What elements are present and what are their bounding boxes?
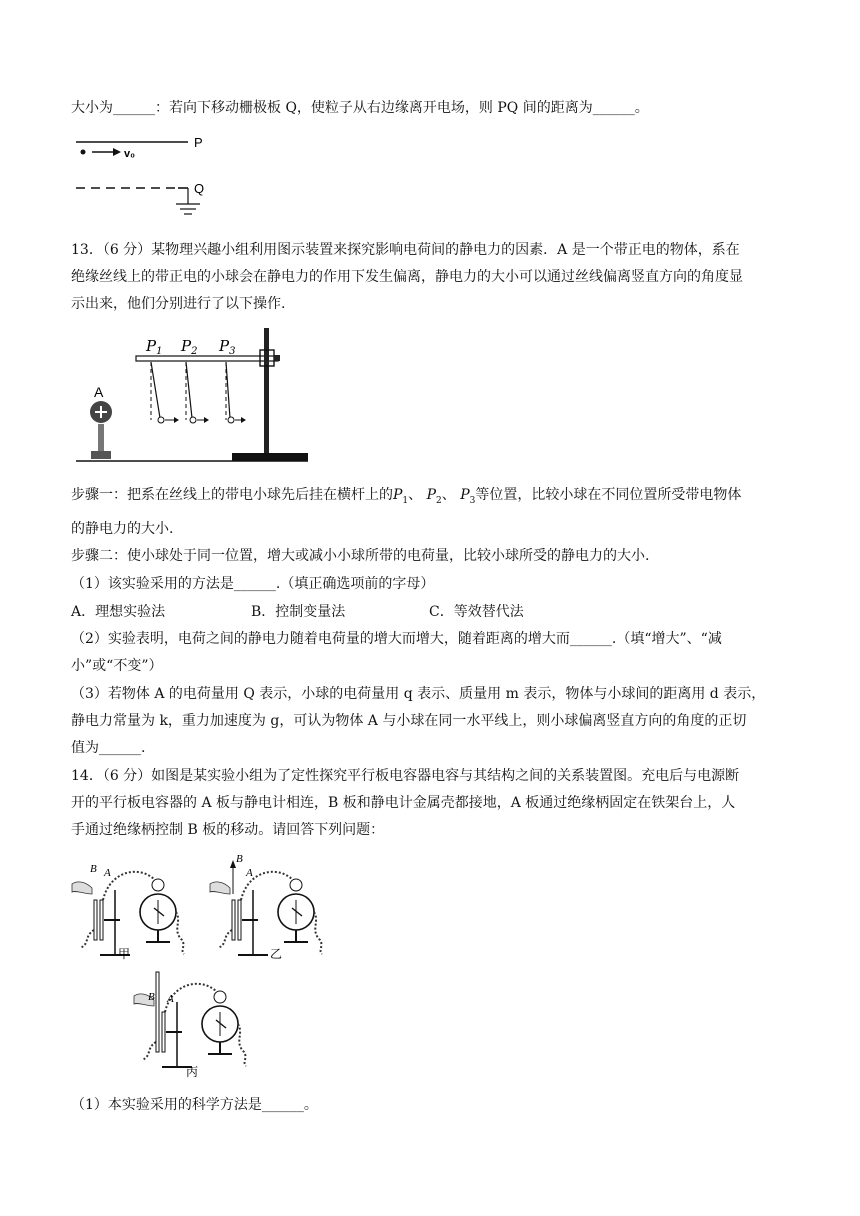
q14-sub1: （1）本实验采用的科学方法是______。 bbox=[71, 1097, 318, 1113]
particle-dot bbox=[81, 150, 86, 155]
p2-inline: P bbox=[426, 487, 437, 503]
capacitor-electrometer-figure bbox=[70, 850, 330, 1080]
step1-text-b: 等位置，比较小球在不同位置所受带电物体 bbox=[475, 487, 742, 503]
setup-bing bbox=[134, 972, 246, 1079]
p1-arrowhead bbox=[174, 417, 179, 423]
q14-stem-3: 手通过绝缘柄控制 B 板的移动。请回答下列问题： bbox=[71, 822, 385, 838]
label-b-2: B bbox=[236, 853, 243, 865]
velocity-arrowhead bbox=[113, 148, 121, 156]
p2-sub: 2 bbox=[436, 495, 442, 506]
a-stand bbox=[98, 424, 104, 451]
option-c: C．等效替代法 bbox=[429, 604, 524, 620]
q13-stem-3: 示出来，他们分别进行了以下操作. bbox=[71, 296, 286, 312]
figure-label-bing: 丙 bbox=[186, 1065, 199, 1079]
iron-stand-base bbox=[232, 453, 308, 461]
step1-line-2: 的静电力的大小. bbox=[71, 521, 174, 537]
object-a-label: A bbox=[94, 384, 104, 400]
v0-label: v₀ bbox=[124, 148, 136, 160]
a-base bbox=[91, 451, 111, 459]
p1-ball bbox=[158, 417, 164, 423]
p2-thread bbox=[186, 362, 192, 418]
q14-stem-1: 14．（6 分）如图是某实验小组为了定性探究平行板电容器电容与其结构之间的关系装置图。充电后与电源断 bbox=[71, 768, 740, 784]
step1-text-a: 步骤一：把系在丝线上的带电小球先后挂在横杆上的 bbox=[71, 487, 393, 503]
clamp-screw bbox=[274, 355, 280, 361]
p3-arrowhead bbox=[241, 417, 246, 423]
label-a-2: A bbox=[246, 867, 253, 879]
p3-thread bbox=[226, 362, 230, 418]
q13-sub3-1: （3）若物体 A 的电荷量用 Q 表示，小球的电荷量用 q 表示、质量用 m 表示，物体与小球间的距离用 d 表示， bbox=[71, 686, 766, 702]
text-line-top: 大小为______：若向下移动栅极板 Q，使粒子从右边缘离开电场，则 PQ 间的距离为______。 bbox=[71, 100, 649, 116]
p3-sub: 3 bbox=[469, 495, 476, 506]
p1-inline: P bbox=[393, 487, 403, 503]
pq-plates-figure bbox=[72, 134, 212, 220]
figure-label-yi: 乙 bbox=[270, 947, 283, 961]
step1-line: 步骤一：把系在丝线上的带电小球先后挂在横杆上的$P_1$、 $P_2$、 $P_3$等位置，比较小球在不同位置所受带电物体 bbox=[71, 487, 742, 506]
q13-stem-2: 绝缘丝线上的带正电的小球会在静电力的作用下发生偏离，静电力的大小可以通过丝线偏离竖直方向的角度显 bbox=[71, 269, 743, 285]
label-a-1: A bbox=[104, 867, 111, 879]
q13-sub3-2: 静电力常量为 k，重力加速度为 g，可认为物体 A 与小球在同一水平线上，则小球偏离竖直方向的角度的正切 bbox=[71, 713, 747, 729]
q14-stem-2: 开的平行板电容器的 A 板与静电计相连，B 板和静电计金属壳都接地，A 板通过绝缘柄固定在铁架台上，人 bbox=[71, 795, 736, 811]
q13-sub3-3: 值为______. bbox=[71, 740, 146, 756]
option-b: B．控制变量法 bbox=[251, 604, 346, 620]
p2-label: $P_2$ bbox=[181, 337, 198, 357]
figure-label-jia: 甲 bbox=[118, 947, 131, 961]
label-b-1: B bbox=[90, 863, 97, 875]
p2-arrowhead bbox=[204, 417, 209, 423]
plate-q-label: Q bbox=[194, 181, 205, 196]
iron-stand-pole bbox=[264, 328, 269, 456]
p1-label: $P_1$ bbox=[146, 337, 163, 357]
q13-sub2-2: 小”或“不变”） bbox=[71, 658, 163, 674]
plate-p-label: P bbox=[194, 135, 203, 150]
p2-ball bbox=[190, 417, 196, 423]
p1-sub: 1 bbox=[402, 495, 409, 506]
q13-stem-1: 13．（6 分）某物理兴趣小组利用图示装置来探究影响电荷间的静电力的因素．A 是一个带正电的物体，系在 bbox=[71, 242, 740, 258]
setup-yi bbox=[210, 853, 322, 961]
p1-thread bbox=[151, 362, 160, 418]
q13-sub1: （1）该实验采用的方法是______.（填正确选项前的字母） bbox=[71, 576, 435, 592]
step2-line: 步骤二：使小球处于同一位置，增大或减小小球所带的电荷量，比较小球所受的静电力的大小. bbox=[71, 548, 650, 564]
q13-sub2-1: （2）实验表明，电荷之间的静电力随着电荷量的增大而增大，随着距离的增大而______.（填“增大”、“减 bbox=[71, 631, 722, 647]
p3-inline: P bbox=[460, 487, 470, 503]
coulomb-apparatus-figure bbox=[74, 324, 314, 466]
option-a: A．理想实验法 bbox=[71, 604, 166, 620]
p3-label: $P_3$ bbox=[219, 337, 236, 357]
label-b-3: B bbox=[148, 991, 155, 1003]
setup-jia bbox=[72, 863, 184, 961]
p3-ball bbox=[228, 417, 234, 423]
label-a-3: A bbox=[167, 993, 174, 1005]
